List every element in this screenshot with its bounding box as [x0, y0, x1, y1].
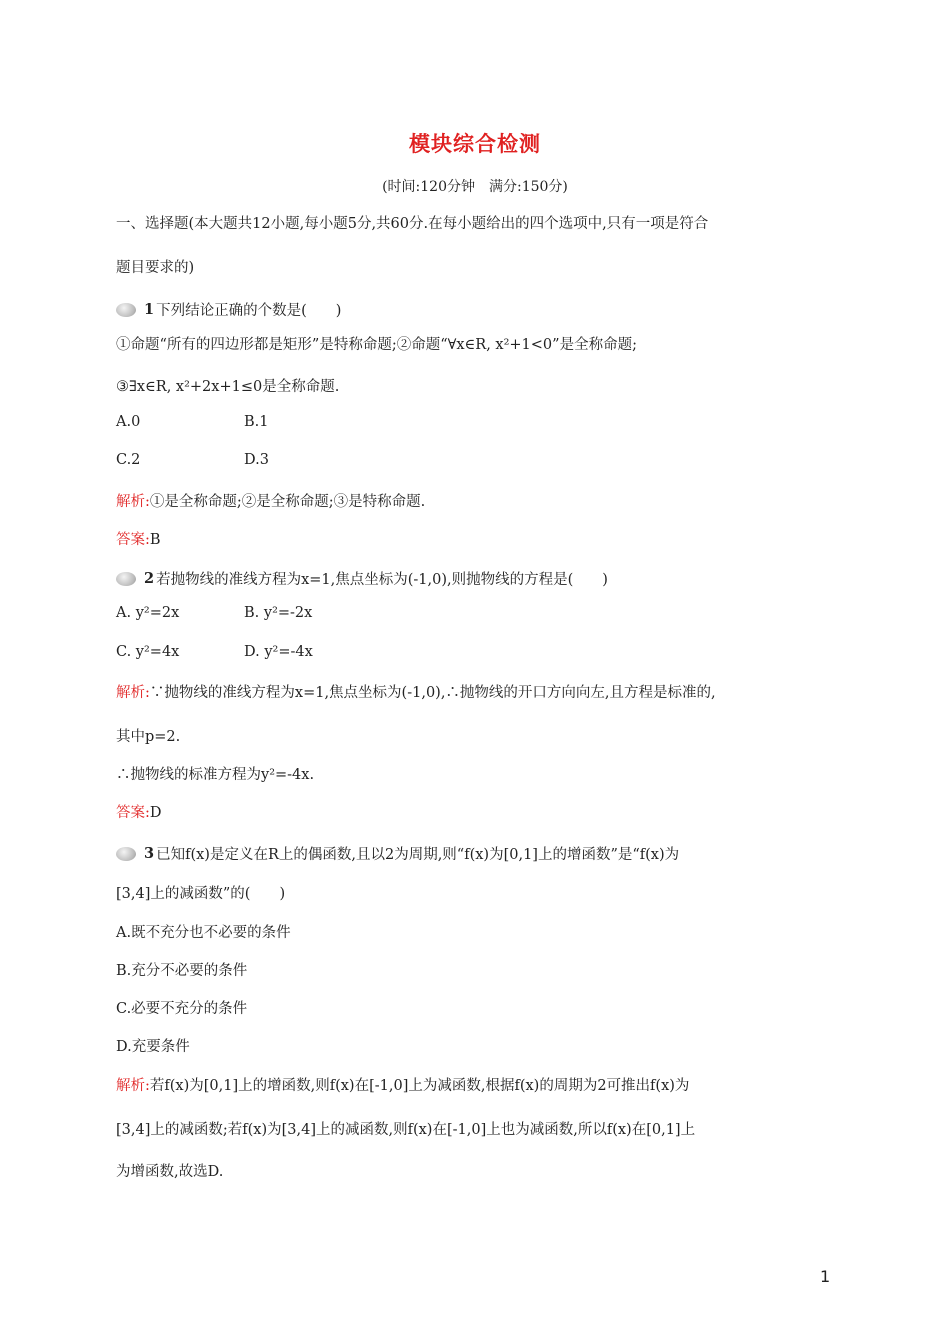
question-2-answer [116, 801, 162, 822]
question-1-answer [116, 528, 161, 549]
question-text: 下列结论正确的个数是( ) [156, 303, 342, 319]
answer-label: 答案: [116, 532, 150, 548]
option-a: A.0 [116, 414, 141, 430]
question-number: 2 [144, 570, 155, 587]
question-number: 3 [144, 845, 155, 862]
question-marker-icon [116, 303, 138, 317]
answer-label: 答案: [116, 805, 150, 821]
answer-value: B [149, 532, 161, 548]
question-number: 1 [144, 301, 155, 318]
question-3-analysis-line1 [116, 1074, 689, 1095]
question-1-statement-1: ①命题“所有的四边形都是矩形”是特称命题;②命题“∀x∈R, x²+1<0”是全称命题; [116, 337, 637, 353]
question-marker-icon [116, 847, 138, 861]
question-2-options-row-1 [116, 605, 516, 621]
option-b: B. y²=-2x [244, 605, 313, 621]
option-c: C.2 [116, 452, 141, 468]
question-3-stem-line2: [3,4]上的减函数”的( ) [116, 886, 286, 902]
question-2-options-row-2 [116, 644, 516, 660]
analysis-label: 解析: [116, 1078, 150, 1094]
question-2-analysis-line2: 其中p=2. [116, 729, 181, 745]
question-3-analysis-line2: [3,4]上的减函数;若f(x)为[3,4]上的减函数,则f(x)在[-1,0]上也为减函数,所以f(x)在[0,1]上 [116, 1122, 696, 1138]
question-2-stem [116, 568, 608, 589]
question-1-analysis [116, 490, 425, 511]
analysis-label: 解析: [116, 494, 150, 510]
question-1-options-row-2 [116, 452, 516, 468]
page-number: 1 [820, 1267, 831, 1286]
question-2-analysis-line3: ∴抛物线的标准方程为y²=-4x. [116, 767, 315, 783]
question-3-option-d: D.充要条件 [116, 1039, 190, 1055]
option-d: D. y²=-4x [244, 644, 313, 660]
question-3-analysis-line3: 为增函数,故选D. [116, 1164, 224, 1180]
option-d: D.3 [244, 452, 269, 468]
question-2-analysis-line1 [116, 681, 716, 702]
question-1-stem [116, 299, 341, 320]
option-b: B.1 [244, 414, 269, 430]
answer-value: D [149, 805, 162, 821]
question-text: 若抛物线的准线方程为x=1,焦点坐标为(-1,0),则抛物线的方程是( ) [156, 572, 608, 588]
option-c: C. y²=4x [116, 644, 180, 660]
exam-info: (时间:120分钟 满分:150分) [382, 179, 568, 195]
page-title: 模块综合检测 [409, 132, 541, 156]
analysis-text: ∵抛物线的准线方程为x=1,焦点坐标为(-1,0),∴抛物线的开口方向向左,且方程是标准的, [149, 685, 716, 701]
option-a: A. y²=2x [116, 605, 180, 621]
question-3-option-b: B.充分不必要的条件 [116, 963, 248, 979]
analysis-text: 若f(x)为[0,1]上的增函数,则f(x)在[-1,0]上为减函数,根据f(x)的周期为2可推出f(x)为 [149, 1078, 690, 1094]
question-text: 已知f(x)是定义在R上的偶函数,且以2为周期,则“f(x)为[0,1]上的增函数”是“f(x)为 [156, 847, 680, 863]
section-heading-line1: 一、选择题(本大题共12小题,每小题5分,共60分.在每小题给出的四个选项中,只有一项是符合 [116, 216, 709, 232]
question-marker-icon [116, 572, 138, 586]
question-1-options-row-1 [116, 414, 516, 430]
question-3-stem-line1 [116, 843, 679, 864]
question-3-option-c: C.必要不充分的条件 [116, 1001, 248, 1017]
analysis-text: ①是全称命题;②是全称命题;③是特称命题. [149, 494, 426, 510]
question-3-option-a: A.既不充分也不必要的条件 [116, 925, 291, 941]
analysis-label: 解析: [116, 685, 150, 701]
question-1-statement-2: ③∃x∈R, x²+2x+1≤0是全称命题. [116, 379, 340, 395]
section-heading-line2: 题目要求的) [116, 260, 195, 276]
